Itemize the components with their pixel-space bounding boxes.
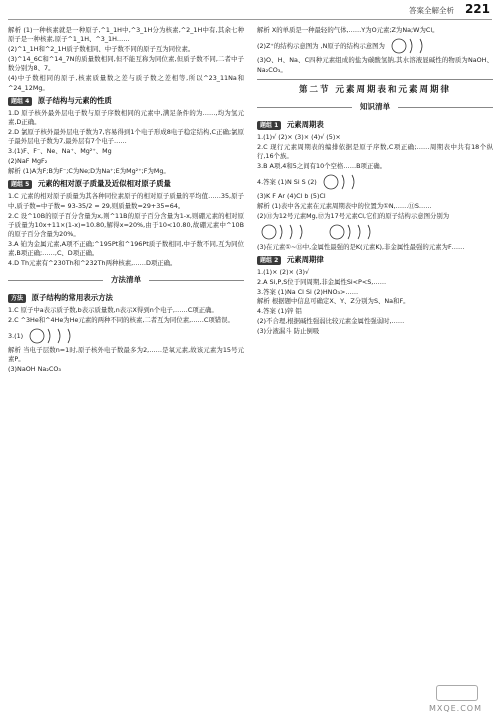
group-title: 原子结构与元素的性质	[37, 95, 112, 105]
group-5-heading	[8, 179, 244, 189]
answer-paragraph: 解析 当电子层数n=1时,原子核外电子数最多为2,……是氧元素,故该元素为15号元素P。	[8, 346, 244, 364]
group-title: 元素的相对原子质量及近似相对原子质量	[37, 179, 171, 189]
answer-paragraph: 3.A 铂为金属元素,A项不正确;^195Pt和^196Pt质子数相同,中子数不同,互为同位素,B项正确;……,C、D项正确。	[8, 239, 244, 258]
answer-paragraph: 4.答案 (1)N Si S (2)	[257, 172, 493, 192]
answer-paragraph: 4.答案 (1)锌 铝	[257, 307, 302, 316]
answer-paragraph: 2.C 现行元素周期表的编排依据是原子序数,C项正确;……周期表中共有18个纵行,16个族。	[257, 142, 493, 160]
answer-paragraph: (3)K F Ar (4)Cl b (5)Cl	[257, 192, 326, 201]
answer-paragraph: 3.B A项,4和5之间有10个空格……B项正确。	[257, 161, 387, 170]
header-rule	[8, 19, 492, 20]
left-column	[8, 26, 244, 375]
answer-paragraph: (2)Z⁺的结构示意图为 ,N原子的结构示意图为	[257, 36, 493, 56]
answer-paragraph: 解析 根据题中信息可确定X、Y、Z分别为S、Na和F。	[257, 297, 410, 306]
atom-diagram-row	[257, 222, 493, 242]
knowledge-list-title: 知识清单	[359, 102, 391, 112]
section-title: 第二节 元素周期表和元素周期律	[299, 85, 451, 96]
answer-paragraph: 解析 (1)一种核素就是一种原子,^1_1H中,^3_1H分为核素,^2_1H中有,其余七种原子是一种核素,原子^1_1H、^3_1H……	[8, 26, 244, 44]
knowledge-list-divider	[257, 99, 493, 115]
answer-paragraph: 1.C 原子中a表示质子数,b表示质量数,n表示X得到n个电子,……C项正确。	[8, 305, 218, 314]
page-header	[0, 0, 500, 20]
group-tag: 题组 2	[257, 256, 281, 265]
group-title: 元素周期律	[286, 254, 324, 264]
answer-paragraph: 3.(1)F、F⁻、Ne、Na⁺、Mg²⁺、Mg	[8, 147, 112, 156]
section-divider	[257, 79, 493, 80]
group-4-heading	[8, 96, 244, 106]
group-title: 元素周期表	[286, 119, 324, 129]
answer-paragraph: 解析 X的单质是一种最轻的气体,……Y为O元素;Z为Na;W为Cl。	[257, 26, 439, 34]
answer-paragraph: 2.C 设^10B的原子百分含量为x,则^11B的原子百分含量为1-x,则硼元素的相对原子质量为10x+11×(1-x)=10.80,解得x=20%,由于10<10.80,故硼元素中^10B的原子百分含量为20%。	[8, 211, 244, 239]
answer-paragraph: (3)^14_6C和^14_7N的质量数相同,但不能互称为同位素,但质子数不同,二者中子数分别为8、7。	[8, 55, 244, 73]
method-list-divider	[8, 272, 244, 288]
answer-paragraph: (3)NaOH Na₂CO₃	[8, 365, 61, 374]
answer-paragraph: 2.A Si,P,S位于同周期,非金属性Si<P<S,……	[257, 277, 387, 286]
answer-paragraph: 2.D 氯原子核外最外层电子数为7,容易得到1个电子形成8电子稳定结构,C正确;氯原子最外层电子数为7,最外层有7个电子……	[8, 128, 244, 146]
method-tag: 方法	[8, 294, 26, 303]
page-number: 221	[464, 2, 490, 16]
method-list-title: 方法清单	[110, 275, 142, 285]
answer-paragraph: 1.(1)× (2)× (3)√	[257, 267, 310, 276]
answer-paragraph: (2)^1_1H和^2_1H质子数相同、中子数不同的原子互为同位素。	[8, 45, 195, 54]
group-tag: 题组 5	[8, 180, 32, 189]
watermark-logo	[436, 685, 478, 701]
atom-diagram-icon	[328, 222, 388, 242]
answer-paragraph: (4)中子数相同的原子,核素质量数之差与质子数之差相等,所以^23_11Na和^24_12Mg。	[8, 74, 244, 92]
answer-paragraph: 3.答案 (1)Na Cl Si (2)HNO₃>……	[257, 287, 359, 296]
answer-paragraph: (2)NaF MgF₂	[8, 157, 48, 166]
group-tag: 题组 1	[257, 121, 281, 130]
answer-paragraph: 1.C 元素的相对原子质量为其各种同位素原子的相对原子质量的平均值……35,原子中,质子数=中子数= 93-35/2 = 29,则质量数=29+35=64。	[8, 192, 244, 210]
group-1-heading	[257, 120, 493, 130]
answer-paragraph: (2)⑪为12号元素Mg,⑰为17号元素Cl,它们的原子结构示意图分别为	[257, 212, 450, 221]
answer-paragraph: 2.C ^3He和^4He为He元素的两种不同的核素,二者互为同位素,……C项错误。	[8, 315, 234, 324]
answer-paragraph: 3.(1)	[8, 326, 244, 346]
answer-paragraph: 解析 (1)A为F;B为F⁻;C为Ne;D为Na⁺;E为Mg²⁺;F为Mg。	[8, 167, 170, 176]
method-name: 原子结构的常用表示方法	[31, 292, 113, 302]
answer-paragraph: 解析 (1)表中各元素在元素周期表中的位置为①N,……⑪S……	[257, 202, 432, 211]
answer-paragraph: 1.(1)√ (2)× (3)× (4)√ (5)×	[257, 132, 341, 141]
answer-paragraph: 1.D 原子核外最外层电子数与原子序数相同的元素中,满足条件的为……,均为氢元素,D正确。	[8, 108, 244, 127]
answer-paragraph: (3)分液漏斗 防止倒吸	[257, 327, 320, 336]
group-tag: 题组 4	[8, 97, 32, 106]
answer-paragraph: (3)在元素①~⑬中,金属性最强的是K(元素K),非金属性最强的元素为F……	[257, 242, 465, 251]
method-heading	[8, 293, 244, 303]
atom-diagram-icon	[260, 222, 320, 242]
answer-paragraph: (3)O、H、Na、C四种元素组成的盐为碳酸氢钠,其水溶液显碱性的物质为NaOH、Na₂CO₃。	[257, 56, 493, 74]
atom-diagram-icon	[322, 172, 368, 192]
atom-diagram-icon	[28, 326, 82, 346]
header-section-title: 答案全解全析	[409, 6, 454, 15]
atom-diagram-icon	[390, 36, 440, 56]
answer-paragraph: 4.D Th元素有^230Th和^232Th两种核素,……D项正确。	[8, 259, 177, 268]
answer-paragraph: (2)不合理,根据碱性强弱比较元素金属性强弱时,……	[257, 317, 405, 326]
watermark-text: MXQE.COM	[428, 704, 482, 713]
group-2-heading	[257, 255, 493, 265]
right-column	[257, 26, 493, 337]
